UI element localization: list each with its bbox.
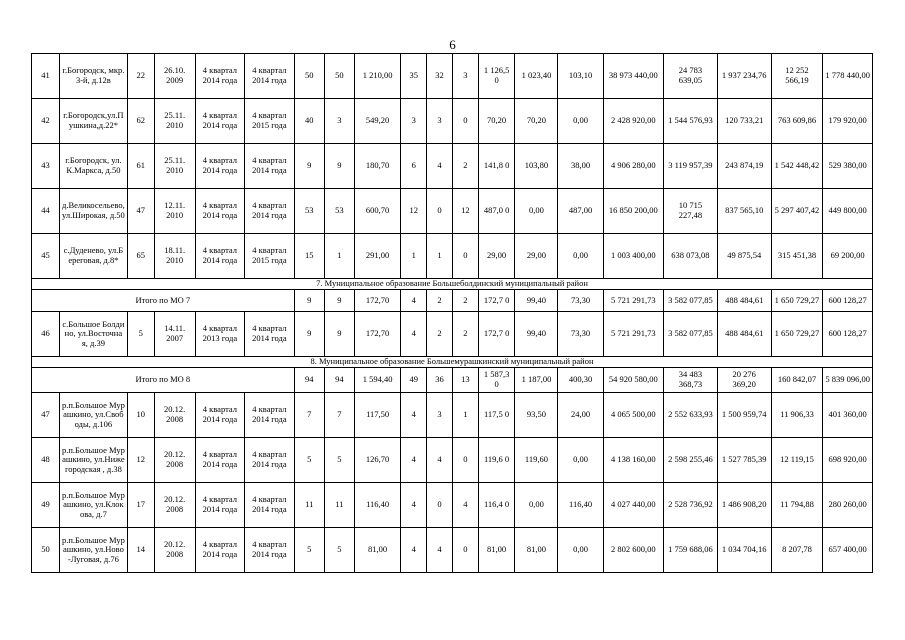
cell-c9: 291,00 (354, 234, 400, 279)
deadline-actual-cell: 4 квартал 2014 года (245, 483, 295, 528)
deadline-actual-cell: 4 квартал 2014 года (245, 144, 295, 189)
cell-c16: 2 428 920,00 (603, 99, 663, 144)
deadline-actual-cell: 4 квартал 2014 года (245, 312, 295, 357)
date-cell: 12.11. 2010 (154, 189, 195, 234)
address-cell: р.п.Большое Мурашкино, ул.Свободы, д.106 (59, 393, 127, 438)
cell-c9: 81,00 (354, 528, 400, 573)
cell-c16: 16 850 200,00 (603, 189, 663, 234)
cell-c10: 6 (401, 144, 427, 189)
table-row (32, 234, 873, 279)
table-row (32, 393, 873, 438)
deadline-plan-cell: 4 квартал 2014 года (195, 438, 245, 483)
cell-c10: 4 (401, 312, 427, 357)
cell-c9: 600,70 (354, 189, 400, 234)
section-total-row (32, 290, 873, 312)
total-cell-c7: 9 (294, 290, 324, 312)
cell-c11: 4 (427, 144, 453, 189)
cell-c12: 1 (452, 393, 478, 438)
cell-c13: 81,00 (478, 528, 515, 573)
cell-c20: 529 380,00 (823, 144, 873, 189)
cell-c3: 14 (127, 528, 154, 573)
cell-c17: 3 119 957,39 (663, 144, 717, 189)
cell-c17: 2 598 255,46 (663, 438, 717, 483)
cell-c13: 29,00 (478, 234, 515, 279)
total-cell-c20: 600 128,27 (823, 290, 873, 312)
cell-c9: 180,70 (354, 144, 400, 189)
cell-c7: 53 (294, 189, 324, 234)
address-cell: р.п.Большое Мурашкино, ул.Нижегородская , д.38 (59, 438, 127, 483)
cell-c7: 9 (294, 312, 324, 357)
cell-c18: 49 875,54 (717, 234, 771, 279)
cell-c16: 38 973 440,00 (603, 54, 663, 99)
total-cell-c8: 94 (324, 368, 354, 393)
deadline-plan-cell: 4 квартал 2014 года (195, 234, 245, 279)
cell-c20: 69 200,00 (823, 234, 873, 279)
cell-c9: 172,70 (354, 312, 400, 357)
cell-c8: 5 (324, 528, 354, 573)
cell-c14: 99,40 (515, 312, 558, 357)
total-cell-c13: 1 587,3 0 (478, 368, 515, 393)
cell-c15: 73,30 (558, 312, 603, 357)
cell-c19: 12 252 566,19 (771, 54, 823, 99)
row-number: 41 (32, 54, 60, 99)
cell-c17: 638 073,08 (663, 234, 717, 279)
deadline-plan-cell: 4 квартал 2014 года (195, 99, 245, 144)
cell-c7: 40 (294, 99, 324, 144)
cell-c11: 32 (427, 54, 453, 99)
row-number: 43 (32, 144, 60, 189)
cell-c9: 117,50 (354, 393, 400, 438)
cell-c16: 4 138 160,00 (603, 438, 663, 483)
cell-c20: 401 360,00 (823, 393, 873, 438)
address-cell: с.Большое Болдино, ул.Восточная, д.39 (59, 312, 127, 357)
date-cell: 20.12. 2008 (154, 438, 195, 483)
cell-c3: 47 (127, 189, 154, 234)
total-cell-c20: 5 839 096,00 (823, 368, 873, 393)
cell-c10: 4 (401, 393, 427, 438)
cell-c3: 65 (127, 234, 154, 279)
cell-c19: 5 297 407,42 (771, 189, 823, 234)
cell-c12: 2 (452, 312, 478, 357)
row-number: 44 (32, 189, 60, 234)
row-number: 45 (32, 234, 60, 279)
cell-c12: 0 (452, 438, 478, 483)
cell-c18: 1 034 704,16 (717, 528, 771, 573)
cell-c11: 1 (427, 234, 453, 279)
cell-c13: 141,8 0 (478, 144, 515, 189)
address-cell: р.п.Большое Мурашкино, ул.Ново-Луговая, д.76 (59, 528, 127, 573)
deadline-actual-cell: 4 квартал 2014 года (245, 393, 295, 438)
table-row (32, 144, 873, 189)
deadline-plan-cell: 4 квартал 2014 года (195, 144, 245, 189)
deadline-plan-cell: 4 квартал 2014 года (195, 483, 245, 528)
section-header-row (32, 279, 873, 290)
date-cell: 20.12. 2008 (154, 483, 195, 528)
cell-c8: 50 (324, 54, 354, 99)
section-header-row (32, 357, 873, 368)
cell-c18: 1 500 959,74 (717, 393, 771, 438)
cell-c11: 4 (427, 438, 453, 483)
cell-c11: 0 (427, 189, 453, 234)
cell-c14: 119,60 (515, 438, 558, 483)
cell-c19: 11 794,88 (771, 483, 823, 528)
deadline-actual-cell: 4 квартал 2015 года (245, 99, 295, 144)
total-cell-c11: 2 (427, 290, 453, 312)
cell-c8: 9 (324, 144, 354, 189)
cell-c13: 487,0 0 (478, 189, 515, 234)
cell-c8: 7 (324, 393, 354, 438)
page-number: 6 (449, 37, 456, 52)
cell-c15: 38,00 (558, 144, 603, 189)
cell-c18: 1 486 908,20 (717, 483, 771, 528)
cell-c8: 3 (324, 99, 354, 144)
date-cell: 14.11. 2007 (154, 312, 195, 357)
cell-c10: 4 (401, 483, 427, 528)
cell-c10: 35 (401, 54, 427, 99)
total-cell-c18: 20 276 369,20 (717, 368, 771, 393)
cell-c10: 12 (401, 189, 427, 234)
cell-c17: 1 544 576,93 (663, 99, 717, 144)
cell-c12: 0 (452, 234, 478, 279)
total-cell-c10: 49 (401, 368, 427, 393)
total-label: Итого по МО 8 (32, 368, 295, 393)
total-cell-c12: 13 (452, 368, 478, 393)
cell-c16: 4 065 500,00 (603, 393, 663, 438)
cell-c14: 81,00 (515, 528, 558, 573)
table-row (32, 99, 873, 144)
cell-c20: 280 260,00 (823, 483, 873, 528)
deadline-plan-cell: 4 квартал 2014 года (195, 189, 245, 234)
row-number: 50 (32, 528, 60, 573)
cell-c11: 3 (427, 99, 453, 144)
total-cell-c9: 172,70 (354, 290, 400, 312)
cell-c3: 61 (127, 144, 154, 189)
cell-c17: 10 715 227,48 (663, 189, 717, 234)
cell-c14: 93,50 (515, 393, 558, 438)
cell-c17: 2 552 633,93 (663, 393, 717, 438)
cell-c10: 4 (401, 528, 427, 573)
total-cell-c15: 73,30 (558, 290, 603, 312)
row-number: 48 (32, 438, 60, 483)
cell-c15: 0,00 (558, 99, 603, 144)
row-number: 46 (32, 312, 60, 357)
housing-register-table (31, 53, 873, 573)
total-cell-c19: 160 842,07 (771, 368, 823, 393)
cell-c8: 5 (324, 438, 354, 483)
section-total-row (32, 368, 873, 393)
table-row (32, 438, 873, 483)
cell-c3: 10 (127, 393, 154, 438)
total-cell-c16: 5 721 291,73 (603, 290, 663, 312)
cell-c7: 5 (294, 528, 324, 573)
cell-c12: 0 (452, 99, 478, 144)
cell-c7: 15 (294, 234, 324, 279)
cell-c13: 116,4 0 (478, 483, 515, 528)
cell-c7: 50 (294, 54, 324, 99)
total-cell-c7: 94 (294, 368, 324, 393)
total-cell-c8: 9 (324, 290, 354, 312)
cell-c19: 12 119,15 (771, 438, 823, 483)
total-cell-c17: 34 483 368,73 (663, 368, 717, 393)
date-cell: 20.12. 2008 (154, 528, 195, 573)
date-cell: 20.12. 2008 (154, 393, 195, 438)
deadline-actual-cell: 4 квартал 2014 года (245, 438, 295, 483)
section-title: 8. Муниципальное образование Большемурашкинский муниципальный район (32, 357, 873, 368)
cell-c13: 172,7 0 (478, 312, 515, 357)
cell-c14: 0,00 (515, 483, 558, 528)
cell-c12: 3 (452, 54, 478, 99)
total-cell-c14: 99,40 (515, 290, 558, 312)
total-label: Итого по МО 7 (32, 290, 295, 312)
cell-c9: 1 210,00 (354, 54, 400, 99)
date-cell: 18.11. 2010 (154, 234, 195, 279)
cell-c3: 17 (127, 483, 154, 528)
address-cell: г.Богородск, мкр.3-й, д.12в (59, 54, 127, 99)
cell-c19: 1 542 448,42 (771, 144, 823, 189)
cell-c17: 3 582 077,85 (663, 312, 717, 357)
cell-c14: 103,80 (515, 144, 558, 189)
cell-c12: 4 (452, 483, 478, 528)
cell-c12: 2 (452, 144, 478, 189)
table-row (32, 528, 873, 573)
cell-c20: 1 778 440,00 (823, 54, 873, 99)
total-cell-c16: 54 920 580,00 (603, 368, 663, 393)
cell-c7: 11 (294, 483, 324, 528)
cell-c3: 5 (127, 312, 154, 357)
cell-c13: 119,6 0 (478, 438, 515, 483)
cell-c20: 698 920,00 (823, 438, 873, 483)
cell-c18: 243 874,19 (717, 144, 771, 189)
cell-c11: 3 (427, 393, 453, 438)
total-cell-c10: 4 (401, 290, 427, 312)
cell-c8: 53 (324, 189, 354, 234)
deadline-actual-cell: 4 квартал 2015 года (245, 234, 295, 279)
cell-c8: 1 (324, 234, 354, 279)
cell-c12: 0 (452, 528, 478, 573)
cell-c3: 62 (127, 99, 154, 144)
row-number: 47 (32, 393, 60, 438)
total-cell-c13: 172,7 0 (478, 290, 515, 312)
cell-c13: 117,5 0 (478, 393, 515, 438)
cell-c7: 7 (294, 393, 324, 438)
cell-c16: 5 721 291,73 (603, 312, 663, 357)
deadline-plan-cell: 4 квартал 2014 года (195, 528, 245, 573)
cell-c17: 24 783 639,05 (663, 54, 717, 99)
cell-c18: 837 565,10 (717, 189, 771, 234)
address-cell: с.Дуденево, ул.Береговая, д.8* (59, 234, 127, 279)
cell-c11: 0 (427, 483, 453, 528)
date-cell: 25.11. 2010 (154, 99, 195, 144)
total-cell-c17: 3 582 077,85 (663, 290, 717, 312)
row-number: 42 (32, 99, 60, 144)
total-cell-c15: 400,30 (558, 368, 603, 393)
cell-c17: 1 759 688,06 (663, 528, 717, 573)
cell-c19: 8 207,78 (771, 528, 823, 573)
address-cell: г.Богородск, ул.К.Маркса, д.50 (59, 144, 127, 189)
cell-c17: 2 528 736,92 (663, 483, 717, 528)
cell-c14: 70,20 (515, 99, 558, 144)
cell-c8: 11 (324, 483, 354, 528)
cell-c15: 487,00 (558, 189, 603, 234)
cell-c19: 1 650 729,27 (771, 312, 823, 357)
cell-c3: 22 (127, 54, 154, 99)
cell-c9: 116,40 (354, 483, 400, 528)
date-cell: 25.11. 2010 (154, 144, 195, 189)
total-cell-c9: 1 594,40 (354, 368, 400, 393)
cell-c7: 5 (294, 438, 324, 483)
deadline-plan-cell: 4 квартал 2014 года (195, 54, 245, 99)
cell-c13: 1 126,5 0 (478, 54, 515, 99)
cell-c10: 1 (401, 234, 427, 279)
address-cell: р.п.Большое Мурашкино, ул.Клокова, д.7 (59, 483, 127, 528)
total-cell-c19: 1 650 729,27 (771, 290, 823, 312)
total-cell-c18: 488 484,61 (717, 290, 771, 312)
cell-c12: 12 (452, 189, 478, 234)
cell-c15: 24,00 (558, 393, 603, 438)
cell-c15: 0,00 (558, 528, 603, 573)
cell-c9: 126,70 (354, 438, 400, 483)
cell-c11: 4 (427, 528, 453, 573)
cell-c13: 70,20 (478, 99, 515, 144)
cell-c20: 449 800,00 (823, 189, 873, 234)
cell-c19: 11 906,33 (771, 393, 823, 438)
cell-c19: 763 609,86 (771, 99, 823, 144)
address-cell: г.Богородск,ул.Пушкина,д.22* (59, 99, 127, 144)
cell-c10: 3 (401, 99, 427, 144)
total-cell-c11: 36 (427, 368, 453, 393)
cell-c18: 1 937 234,76 (717, 54, 771, 99)
cell-c16: 4 906 280,00 (603, 144, 663, 189)
row-number: 49 (32, 483, 60, 528)
table-row (32, 483, 873, 528)
cell-c14: 0,00 (515, 189, 558, 234)
cell-c18: 120 733,21 (717, 99, 771, 144)
cell-c15: 103,10 (558, 54, 603, 99)
cell-c14: 1 023,40 (515, 54, 558, 99)
cell-c14: 29,00 (515, 234, 558, 279)
cell-c16: 4 027 440,00 (603, 483, 663, 528)
cell-c15: 116,40 (558, 483, 603, 528)
cell-c11: 2 (427, 312, 453, 357)
cell-c7: 9 (294, 144, 324, 189)
cell-c9: 549,20 (354, 99, 400, 144)
table-row (32, 189, 873, 234)
cell-c20: 657 400,00 (823, 528, 873, 573)
cell-c15: 0,00 (558, 438, 603, 483)
deadline-actual-cell: 4 квартал 2014 года (245, 54, 295, 99)
cell-c20: 179 920,00 (823, 99, 873, 144)
cell-c10: 4 (401, 438, 427, 483)
deadline-actual-cell: 4 квартал 2014 года (245, 189, 295, 234)
cell-c18: 1 527 785,39 (717, 438, 771, 483)
deadline-plan-cell: 4 квартал 2014 года (195, 393, 245, 438)
total-cell-c12: 2 (452, 290, 478, 312)
date-cell: 26.10. 2009 (154, 54, 195, 99)
total-cell-c14: 1 187,00 (515, 368, 558, 393)
cell-c16: 1 003 400,00 (603, 234, 663, 279)
cell-c19: 315 451,38 (771, 234, 823, 279)
cell-c18: 488 484,61 (717, 312, 771, 357)
deadline-plan-cell: 4 квартал 2013 года (195, 312, 245, 357)
section-title: 7. Муниципальное образование Большеболдинский муниципальный район (32, 279, 873, 290)
cell-c16: 2 802 600,00 (603, 528, 663, 573)
cell-c8: 9 (324, 312, 354, 357)
table-row (32, 312, 873, 357)
deadline-actual-cell: 4 квартал 2014 года (245, 528, 295, 573)
cell-c15: 0,00 (558, 234, 603, 279)
table-row (32, 54, 873, 99)
cell-c20: 600 128,27 (823, 312, 873, 357)
cell-c3: 12 (127, 438, 154, 483)
address-cell: д.Великосельево, ул.Широкая, д.50 (59, 189, 127, 234)
